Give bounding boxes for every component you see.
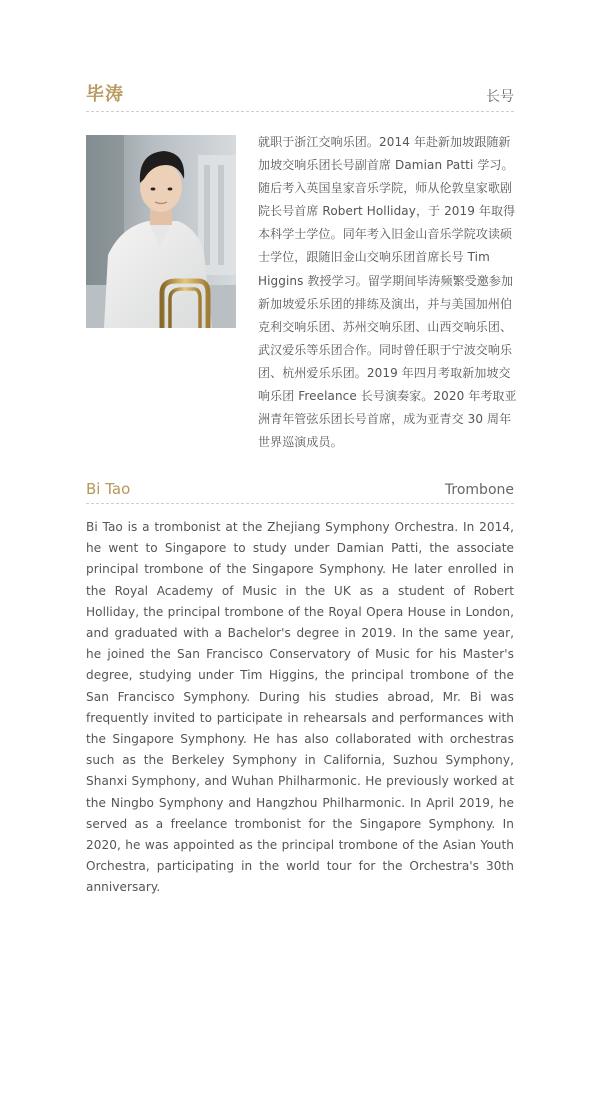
- dashed-divider: [86, 503, 514, 504]
- biography-english: Bi Tao is a trombonist at the Zhejiang Symphony Orchestra. In 2014, he went to Singapore to study under Damian Patti, the associate principal trombone of the Singapore Symphony. He later enrolled in the Royal Academy of Music in the UK as a student of Robert Holliday, the principal trombone of the Royal Opera House in London, and graduated with a Bachelor's degree in 2019. In the same year, he joined the San Francisco Conservatory of Music for his Master's degree, studying under Tim Higgins, the principal trombone of the San Francisco Symphony. During his studies abroad, Mr. Bi was frequently invited to participate in rehearsals and performances with the Singapore Symphony. He has also collaborated with orchestras such as the Berkeley Symphony in California, Suzhou Symphony, Shanxi Symphony, and Wuhan Philharmonic. He previously worked at the Ningbo Symphony and Hangzhou Philharmonic. In April 2019, he served as a freelance trombonist for the Singapore Symphony. In 2020, he was appointed as the principal trombone of the Asian Youth Orchestra, participating in the world tour for the Orchestra's 30th anniversary.: [86, 520, 514, 895]
- english-header: [86, 474, 514, 504]
- instrument-english: Trombone: [444, 482, 514, 498]
- biography-chinese: 就职于浙江交响乐团。2014 年赴新加坡跟随新加坡交响乐团长号副首席 Damian Patti 学习。随后考入英国皇家音乐学院，师从伦敦皇家歌剧院长号首席 Robert Holliday，于 2019 年取得本科学士学位。同年考入旧金山音乐学院攻读硕士学位，跟随旧金山交响乐团首席长号 Tim Higgins 教授学习。留学期间毕涛频繁受邀参加新加坡爱乐乐团的排练及演出，并与美国加州伯克利交响乐团、苏州交响乐团、山西交响乐团、武汉爱乐等乐团合作。同时曾任职于宁波交响乐团、杭州爱乐乐团。2019 年四月考取新加坡交响乐团 Freelance 长号演奏家。2020 年考取亚洲青年管弦乐团长号首席，成为亚青交 30 周年世界巡演成员。: [258, 135, 517, 450]
- musician-name-english: Bi Tao: [86, 480, 131, 498]
- chinese-header: [86, 82, 514, 112]
- instrument-chinese: 长号: [486, 89, 514, 105]
- musician-name-chinese: 毕涛: [86, 84, 124, 105]
- dashed-divider: [86, 111, 514, 112]
- musician-portrait-photo: [86, 135, 236, 328]
